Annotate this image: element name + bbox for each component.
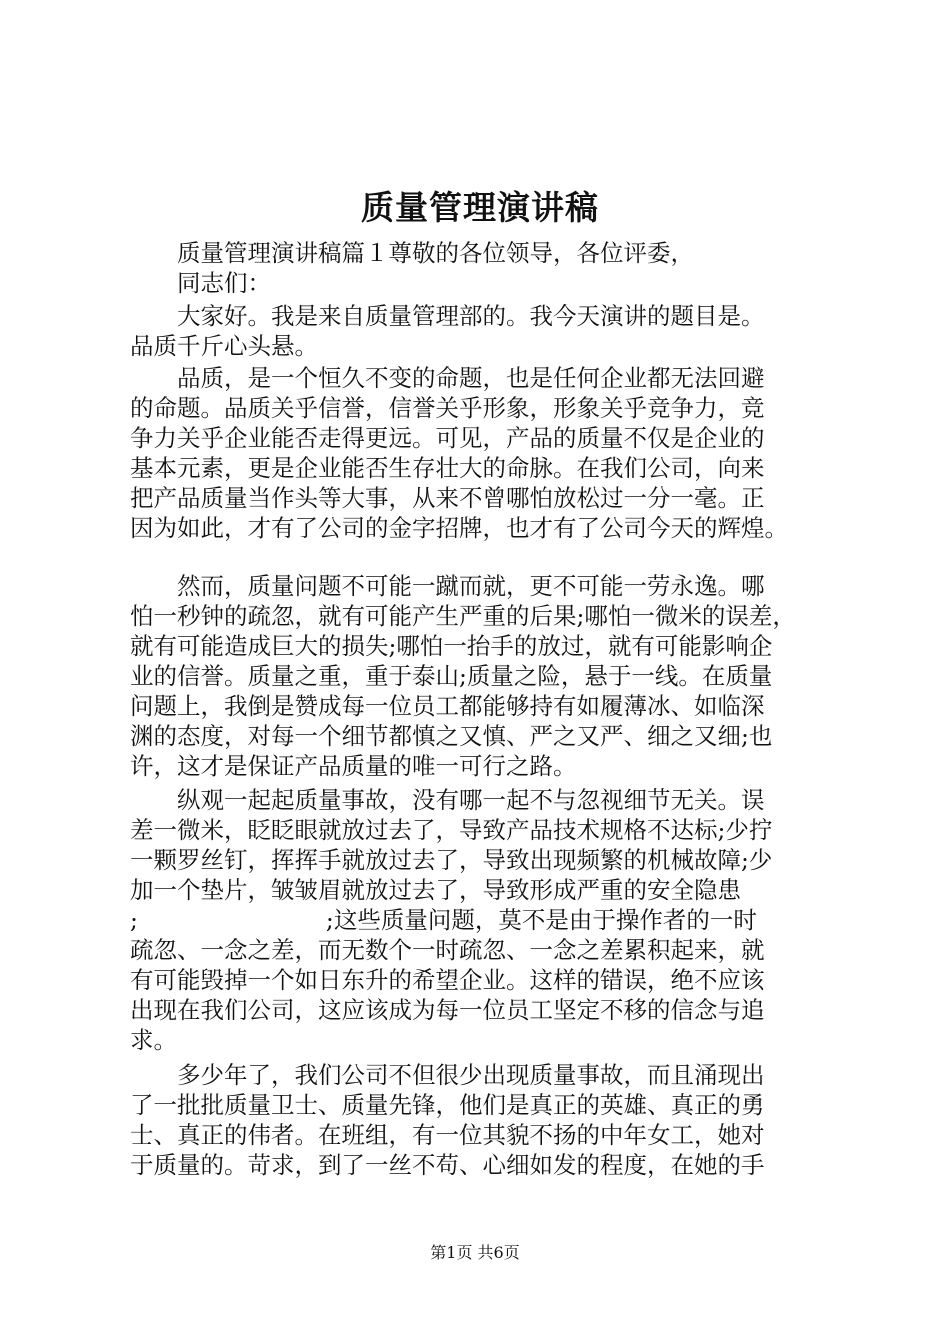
- text-line: 纵观一起起质量事故，没有哪一起不与忽视细节无关。误: [130, 786, 765, 814]
- text-line: 一颗罗丝钉，挥挥手就放过去了，导致出现频繁的机械故障;少: [130, 846, 773, 874]
- text-line: 于质量的。苛求，到了一丝不苟、心细如发的程度，在她的手: [130, 1151, 765, 1179]
- text-line: 加一个垫片，皱皱眉就放过去了，导致形成严重的安全隐患: [130, 876, 741, 904]
- text-line: 疏忽、一念之差，而无数个一时疏忽、一念之差累积起来，就: [130, 936, 765, 964]
- text-line: 大家好。我是来自质量管理部的。我今天演讲的题目是。: [130, 302, 765, 330]
- text-line: 怕一秒钟的疏忽，就有可能产生严重的后果;哪怕一微米的误差，: [130, 602, 796, 630]
- page-footer: [0, 1242, 950, 1264]
- text-line: 因为如此，才有了公司的金字招牌，也才有了公司今天的辉煌。: [130, 514, 788, 542]
- text-line: 的命题。品质关乎信誉，信誉关乎形象，形象关乎竞争力，竞: [130, 394, 765, 422]
- page-number: 第1页 共6页: [430, 1243, 520, 1262]
- text-line: 差一微米，眨眨眼就放过去了，导致产品技术规格不达标;少拧: [130, 816, 773, 844]
- text-line: 求。: [130, 1026, 177, 1054]
- text-line: 品质千斤心头悬。: [130, 332, 318, 360]
- text-line: 把产品质量当作头等大事，从来不曾哪怕放松过一分一毫。正: [130, 484, 765, 512]
- text-line: 同志们：: [130, 269, 271, 297]
- text-line: 渊的态度，对每一个细节都慎之又慎、严之又严、细之又细;也: [130, 722, 773, 750]
- text-line: 就有可能造成巨大的损失;哪怕一抬手的放过，就有可能影响企: [130, 632, 773, 660]
- text-line: 然而，质量问题不可能一蹴而就，更不可能一劳永逸。哪: [130, 572, 765, 600]
- text-line: 了一批批质量卫士、质量先锋，他们是真正的英雄、真正的勇: [130, 1091, 765, 1119]
- text-line: 士、真正的伟者。在班组，有一位其貌不扬的中年女工，她对: [130, 1121, 765, 1149]
- text-line: ; ;这些质量问题，莫不是由于操作者的一时: [130, 906, 757, 934]
- text-line: 有可能毁掉一个如日东升的希望企业。这样的错误，绝不应该: [130, 966, 765, 994]
- text-line: 业的信誉。质量之重，重于泰山;质量之险，悬于一线。在质量: [130, 662, 773, 690]
- text-line: 多少年了，我们公司不但很少出现质量事故，而且涌现出: [130, 1061, 765, 1089]
- text-line: 许，这才是保证产品质量的唯一可行之路。: [130, 752, 577, 780]
- text-line: 争力关乎企业能否走得更远。可见，产品的质量不仅是企业的: [130, 424, 765, 452]
- document-title: 质量管理演讲稿: [361, 188, 599, 227]
- text-line: 基本元素，更是企业能否生存壮大的命脉。在我们公司，向来: [130, 454, 765, 482]
- text-line: 品质，是一个恒久不变的命题，也是任何企业都无法回避: [130, 364, 765, 392]
- text-line: 质量管理演讲稿篇１尊敬的各位领导，各位评委，: [130, 239, 694, 267]
- text-line: 问题上，我倒是赞成每一位员工都能够持有如履薄冰、如临深: [130, 692, 765, 720]
- text-line: 出现在我们公司，这应该成为每一位员工坚定不移的信念与追: [130, 996, 765, 1024]
